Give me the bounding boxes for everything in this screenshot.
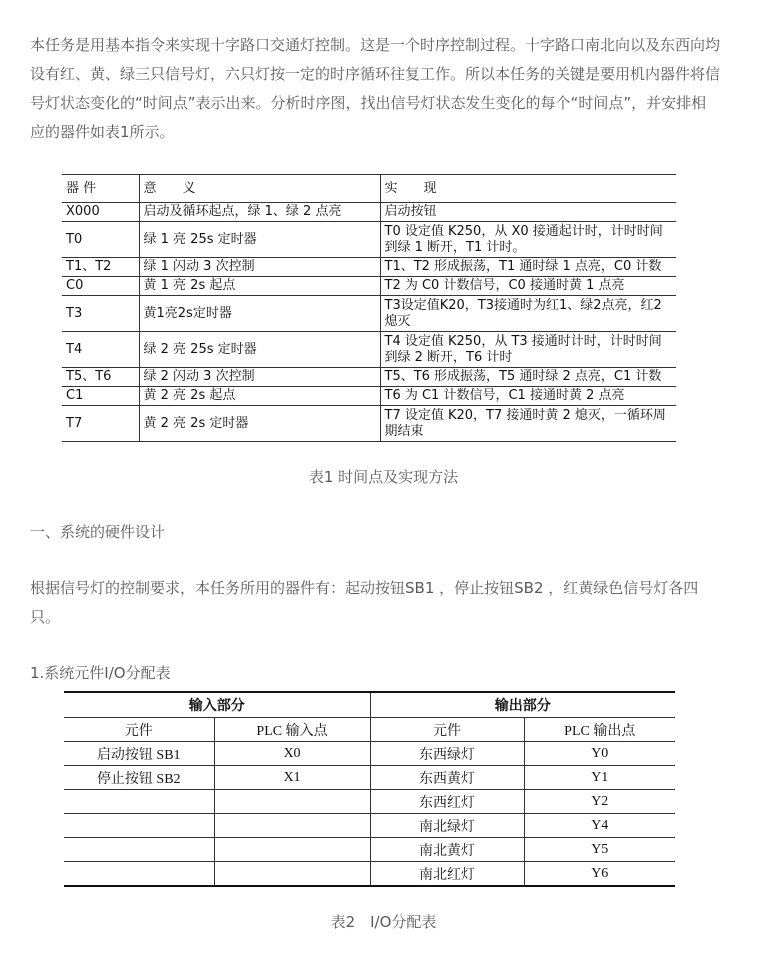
table-row <box>62 368 676 387</box>
cell-input-point <box>214 790 370 814</box>
cell-input-component <box>64 838 214 862</box>
cell-meaning: 启动及循环起点，绿 1、绿 2 点亮 <box>139 203 380 222</box>
cell-implementation: 启动按钮 <box>380 203 676 222</box>
cell-device: T7 <box>62 406 139 442</box>
cell-implementation: T6 为 C1 计数信号，C1 接通时黄 2 点亮 <box>380 387 676 406</box>
cell-output-component: 南北黄灯 <box>370 838 524 862</box>
cell-meaning: 绿 2 闪动 3 次控制 <box>139 368 380 387</box>
cell-device: T5、T6 <box>62 368 139 387</box>
cell-output-component: 东西红灯 <box>370 790 524 814</box>
io-table <box>64 691 675 887</box>
cell-device: T3 <box>62 296 139 332</box>
cell-meaning: 黄 1 亮 2s 起点 <box>139 277 380 296</box>
table-row <box>62 296 676 332</box>
cell-input-point <box>214 838 370 862</box>
table-header-row <box>62 175 676 203</box>
cell-meaning: 黄1亮2s定时器 <box>139 296 380 332</box>
cell-implementation: T2 为 C0 计数信号，C0 接通时黄 1 点亮 <box>380 277 676 296</box>
table1-caption: 表1 时间点及实现方法 <box>308 468 459 486</box>
column-header-row <box>64 718 675 742</box>
table-row <box>64 838 675 862</box>
cell-input-point: X1 <box>214 766 370 790</box>
cell-output-point: Y4 <box>524 814 675 838</box>
table-row <box>62 277 676 296</box>
cell-input-component: 启动按钮 SB1 <box>64 742 214 766</box>
cell-input-component <box>64 862 214 887</box>
cell-output-component: 南北红灯 <box>370 862 524 887</box>
col-component-out: 元件 <box>370 718 524 742</box>
cell-implementation: T4 设定值 K250，从 T3 接通时计时，计时时间到绿 2 断开，T6 计时 <box>380 332 676 368</box>
cell-meaning: 绿 1 亮 25s 定时器 <box>139 222 380 258</box>
cell-output-point: Y0 <box>524 742 675 766</box>
table-row <box>62 406 676 442</box>
components-paragraph: 根据信号灯的控制要求，本任务所用的器件有：起动按钮SB1 ，停止按钮SB2 ，红黄绿色信号灯各四只。 <box>30 579 699 626</box>
cell-output-point: Y2 <box>524 790 675 814</box>
table-row <box>64 790 675 814</box>
cell-output-component: 南北绿灯 <box>370 814 524 838</box>
section-heading: 一、系统的硬件设计 <box>30 523 166 541</box>
timing-table <box>62 174 676 442</box>
table-row <box>62 258 676 277</box>
table-row <box>62 387 676 406</box>
output-group-header: 输出部分 <box>370 692 675 718</box>
table-row <box>62 332 676 368</box>
input-group-header: 输入部分 <box>64 692 370 718</box>
cell-input-point: X0 <box>214 742 370 766</box>
cell-input-component: 停止按钮 SB2 <box>64 766 214 790</box>
cell-device: T1、T2 <box>62 258 139 277</box>
cell-meaning: 绿 1 闪动 3 次控制 <box>139 258 380 277</box>
cell-output-component: 东西绿灯 <box>370 742 524 766</box>
cell-implementation: T3设定值K20，T3接通时为红1、绿2点亮，红2熄灭 <box>380 296 676 332</box>
cell-device: X000 <box>62 203 139 222</box>
cell-input-component <box>64 814 214 838</box>
cell-input-point <box>214 862 370 887</box>
header-implementation: 实 现 <box>380 175 676 203</box>
cell-meaning: 绿 2 亮 25s 定时器 <box>139 332 380 368</box>
intro-paragraph: 本任务是用基本指令来实现十字路口交通灯控制。这是一个时序控制过程。十字路口南北向以及东西向均设有红、黄、绿三只信号灯，六只灯按一定的时序循环往复工作。所以本任务的关键是要用机内器件将信号灯状态变化的“时间点”表示出来。分析时序图，找出信号灯状态发生变化的每个“时间点”，并安排相应的器件如表1所示。 <box>30 36 721 141</box>
subsection-heading: 1.系统元件I/O分配表 <box>30 664 171 682</box>
table2-caption: 表2 I/O分配表 <box>330 913 437 931</box>
cell-input-point <box>214 814 370 838</box>
group-header-row <box>64 692 675 718</box>
col-plc-output: PLC 输出点 <box>524 718 675 742</box>
col-plc-input: PLC 输入点 <box>214 718 370 742</box>
cell-meaning: 黄 2 亮 2s 定时器 <box>139 406 380 442</box>
cell-output-point: Y1 <box>524 766 675 790</box>
cell-device: T0 <box>62 222 139 258</box>
cell-device: T4 <box>62 332 139 368</box>
cell-device: C0 <box>62 277 139 296</box>
cell-implementation: T5、T6 形成振荡，T5 通时绿 2 点亮，C1 计数 <box>380 368 676 387</box>
col-component-in: 元件 <box>64 718 214 742</box>
table-row <box>62 203 676 222</box>
table-row <box>62 222 676 258</box>
cell-implementation: T1、T2 形成振荡，T1 通时绿 1 点亮，C0 计数 <box>380 258 676 277</box>
cell-output-component: 东西黄灯 <box>370 766 524 790</box>
table-row <box>64 742 675 766</box>
cell-input-component <box>64 790 214 814</box>
table-row <box>64 862 675 887</box>
cell-device: C1 <box>62 387 139 406</box>
cell-meaning: 黄 2 亮 2s 起点 <box>139 387 380 406</box>
table-row <box>64 766 675 790</box>
cell-output-point: Y6 <box>524 862 675 887</box>
cell-implementation: T0 设定值 K250，从 X0 接通起计时，计时时间到绿 1 断开，T1 计时。 <box>380 222 676 258</box>
header-meaning: 意 义 <box>139 175 380 203</box>
header-device: 器 件 <box>62 175 139 203</box>
table-row <box>64 814 675 838</box>
cell-output-point: Y5 <box>524 838 675 862</box>
cell-implementation: T7 设定值 K20，T7 接通时黄 2 熄灭，一循环周期结束 <box>380 406 676 442</box>
